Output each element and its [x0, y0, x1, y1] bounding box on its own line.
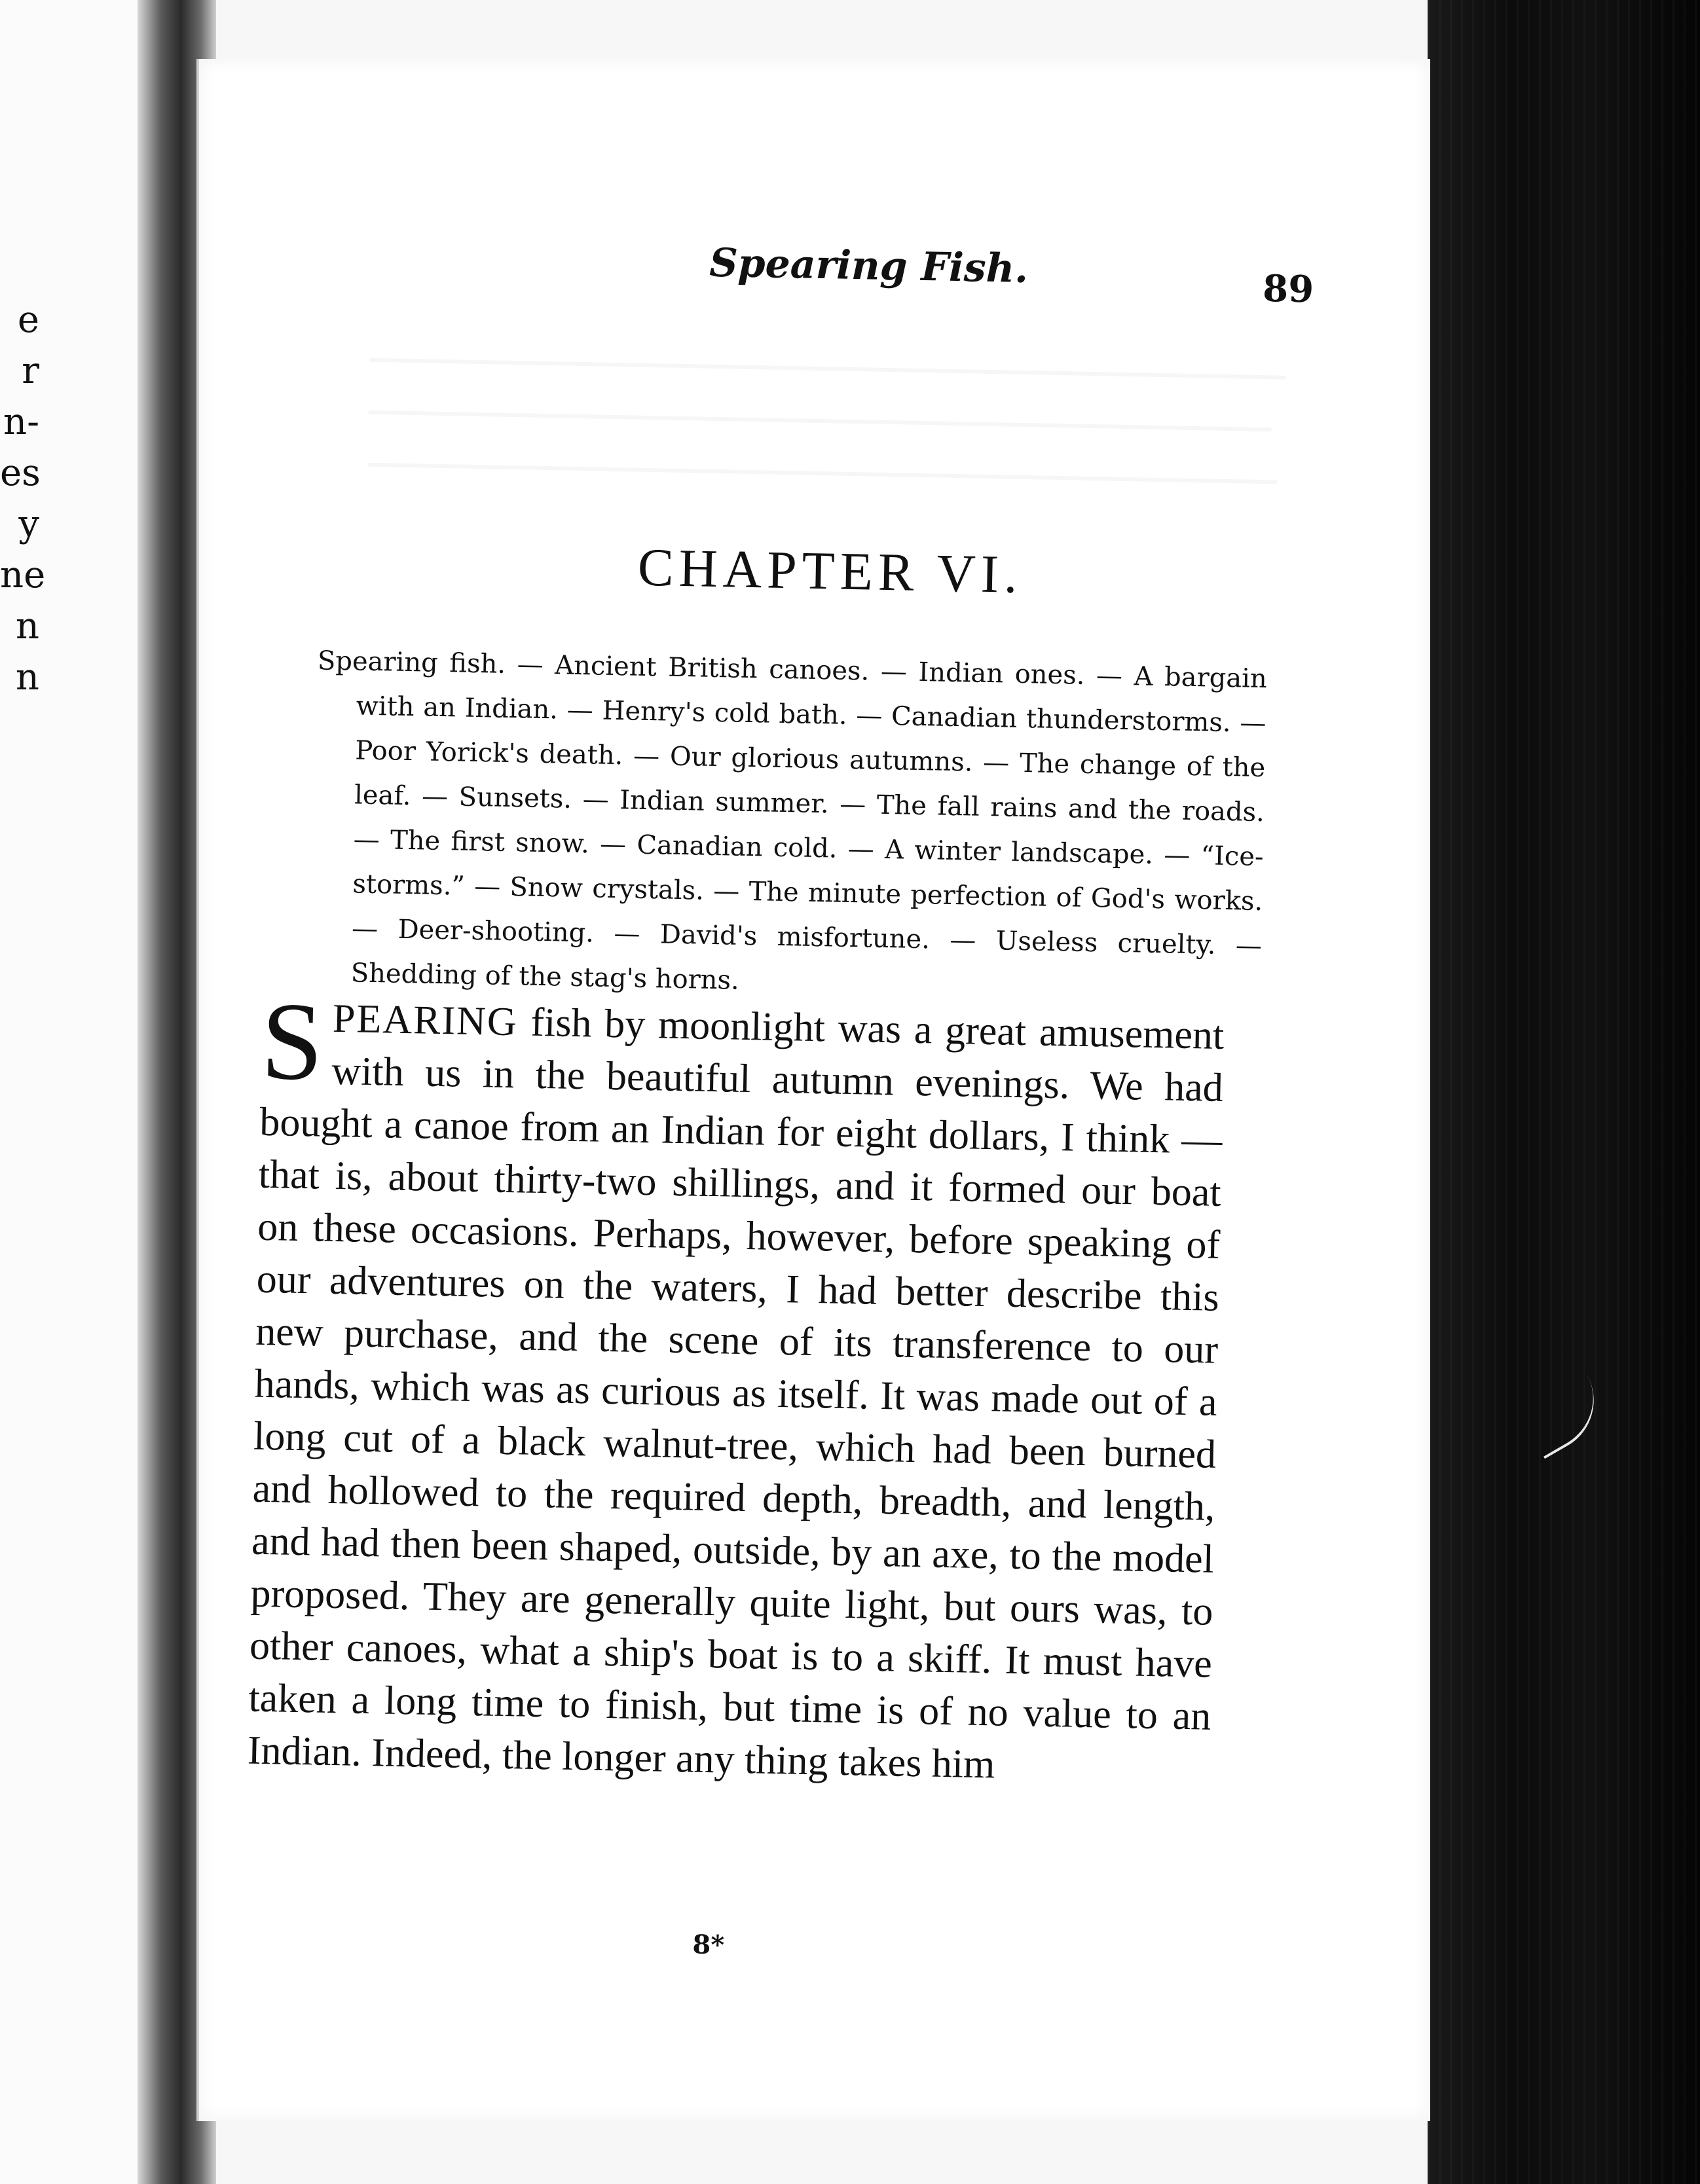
body-paragraph — [247, 979, 1225, 1795]
drop-cap: S — [260, 979, 325, 1104]
page-content — [178, 47, 1449, 2133]
left-page-text-fragments — [0, 295, 46, 703]
scanner-bed-background — [1428, 0, 1700, 2184]
signature-mark: 8* — [692, 1929, 725, 1961]
running-head: Spearing Fish. — [709, 240, 1029, 293]
left-fragment: n — [15, 605, 39, 647]
left-fragment: es — [0, 452, 41, 494]
bleed-through-line — [368, 410, 1272, 431]
left-fragment: n — [15, 656, 39, 699]
chapter-title: CHAPTER VI. — [637, 537, 1024, 604]
chapter-synopsis: Spearing fish. — Ancient British canoes. — Indian ones. — A bargain with an Indian. — Henry's cold bath. — Canadian thunderstorms. — Poor Yorick's death. — Our glorious autumns. — The change of the leaf. — Sunsets. — Indian summer. — The fall rains and the roads. — The first snow. — Canadian cold. — A winter landscape. — “Ice-storms.” — Snow crystals. — The minute perfection of God's works. — Deer-shooting. — David's misfortune. — Useless cruelty. — Shedding of the stag's horns. — [317, 646, 1268, 996]
left-fragment: r — [22, 350, 39, 392]
bleed-through-line — [367, 463, 1278, 484]
left-fragment: n- — [3, 401, 39, 443]
paragraph-text: fish by moonlight was a great amusement with us in the beautiful autumn evenings. We had bought a canoe from an Indian for eight dollars, I think — that is, about thirty-two shillings, and it formed our boat on these occasions. Perhaps, however, before speaking of our adventures on the waters, I had better describe this new purchase, and the scene of its transference to our hands, which was as curious as itself. It was made out of a long cut of a black walnut-tree, which had been burned and hollowed to the required depth, breadth, and length, and had then been shaped, outside, by an axe, to the model proposed. They are generally quite light, but ours was, to other canoes, what a ship's boat is to a skiff. It must have taken a long time to finish, but time is of no value to an Indian. Indeed, the longer any thing takes him — [247, 1000, 1225, 1787]
book-page — [196, 59, 1430, 2121]
left-fragment: y — [18, 503, 39, 545]
bleed-through-line — [369, 358, 1286, 380]
left-fragment: e — [17, 299, 39, 341]
opening-caps: PEARING — [332, 996, 519, 1045]
page-number: 89 — [1262, 266, 1314, 312]
left-fragment: ne — [0, 554, 46, 596]
